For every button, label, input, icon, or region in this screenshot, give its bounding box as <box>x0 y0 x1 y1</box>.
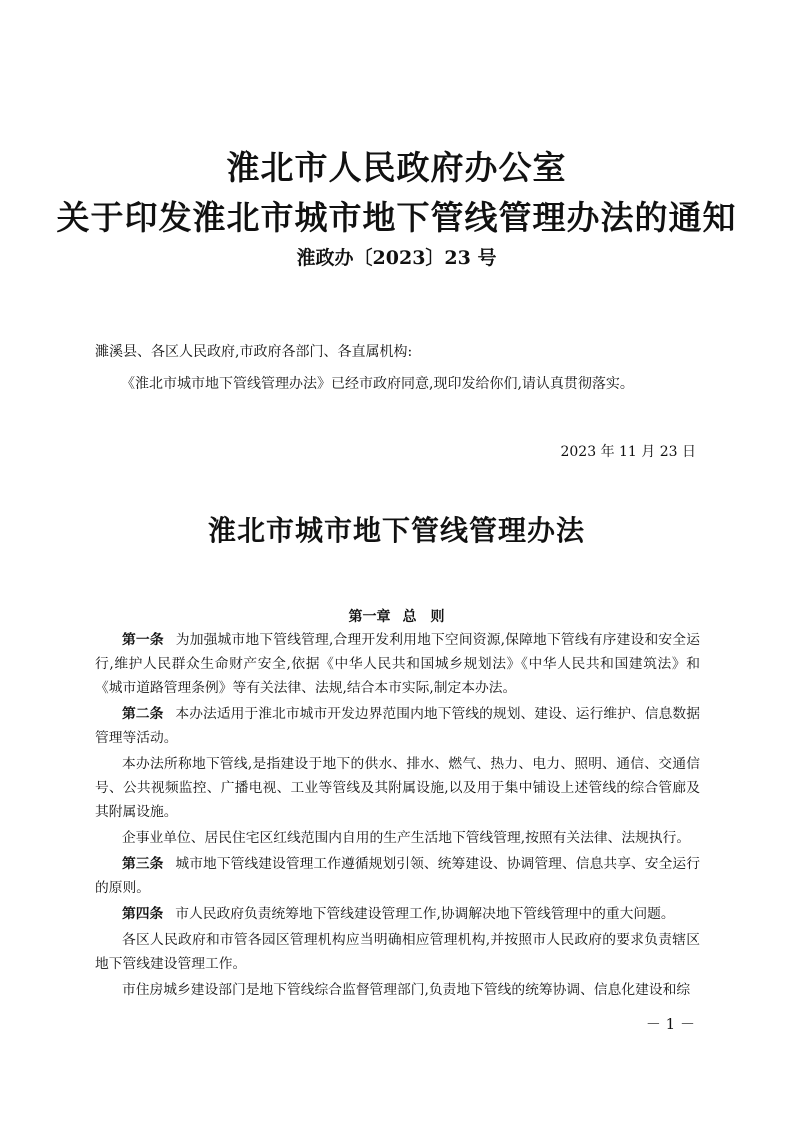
paragraph <box>95 702 700 750</box>
issue-date: 2023 年 11 月 23 日 <box>560 444 696 460</box>
regulation-title: 淮北市城市地下管线管理办法 <box>207 514 585 547</box>
paragraph-text: 市人民政府负责统筹地下管线建设管理工作,协调解决地下管线管理中的重大问题。 <box>175 906 675 922</box>
document-number: 淮政办〔2023〕23 号 <box>296 247 497 269</box>
article-number: 第一条 <box>122 632 164 648</box>
paragraph <box>95 852 700 900</box>
page-number: － 1 － <box>645 1015 695 1033</box>
regulation-body <box>95 628 700 1004</box>
notice-title-line-1: 淮北市人民政府办公室 <box>226 148 567 187</box>
chapter-heading <box>0 606 793 626</box>
article-number: 第三条 <box>122 856 164 872</box>
paragraph-text: 本办法适用于淮北市城市开发边界范围内地下管线的规划、建设、运行维护、信息数据管理等活动。 <box>95 706 700 746</box>
paragraph-text: 企事业单位、居民住宅区红线范围内自用的生产生活地下管线管理,按照有关法律、法规执行。 <box>122 830 691 846</box>
paragraph <box>95 902 700 926</box>
article-number: 第二条 <box>122 706 164 722</box>
paragraph <box>95 628 700 700</box>
addressee: 濉溪县、各区人民政府,市政府各部门、各直属机构: <box>95 344 413 360</box>
paragraph <box>95 928 700 976</box>
paragraph-text: 各区人民政府和市管各园区管理机构应当明确相应管理机构,并按照市人民政府的要求负责辖区地下管线建设管理工作。 <box>95 932 700 972</box>
paragraph-text: 本办法所称地下管线,是指建设于地下的供水、排水、燃气、热力、电力、照明、通信、交通信号、公共视频监控、广播电视、工业等管线及其附属设施,以及用于集中铺设上述管线的综合管廊及其附属设施。 <box>95 756 700 820</box>
article-number: 第四条 <box>122 906 164 922</box>
paragraph <box>95 978 700 1002</box>
paragraph-text: 市住房城乡建设部门是地下管线综合监督管理部门,负责地下管线的统筹协调、信息化建设和综 <box>122 982 691 998</box>
paragraph-text: 为加强城市地下管线管理,合理开发利用地下空间资源,保障地下管线有序建设和安全运行,维护人民群众生命财产安全,依据《中华人民共和国城乡规划法》《中华人民共和国建筑法》和《城市道路管理条例》等有关法律、法规,结合本市实际,制定本办法。 <box>95 632 700 696</box>
notice-title-line-2: 关于印发淮北市城市地下管线管理办法的通知 <box>56 198 737 237</box>
notice-intro: 《淮北市城市地下管线管理办法》已经市政府同意,现印发给你们,请认真贯彻落实。 <box>121 376 634 392</box>
paragraph <box>95 752 700 824</box>
chapter-label: 第一章 <box>348 609 391 625</box>
chapter-name: 总 则 <box>402 609 445 625</box>
paragraph <box>95 826 700 850</box>
paragraph-text: 城市地下管线建设管理工作遵循规划引领、统筹建设、协调管理、信息共享、安全运行的原则。 <box>95 856 700 896</box>
